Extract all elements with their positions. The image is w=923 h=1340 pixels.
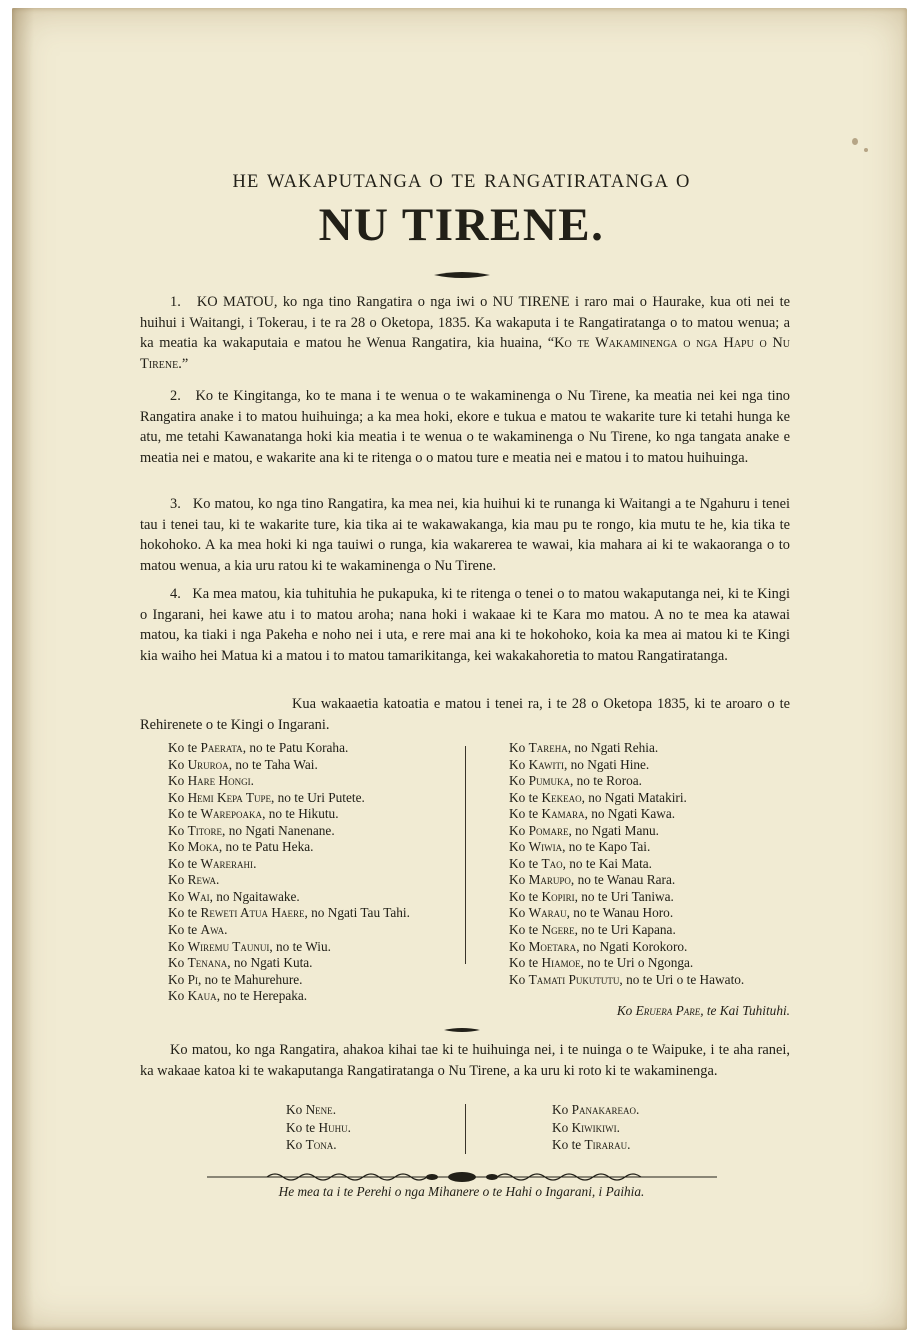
signatory-entry xyxy=(509,757,744,774)
scribe-line xyxy=(560,1003,790,1019)
signatory-entry xyxy=(168,988,410,1005)
scribe-post: , te Kai Tuhituhi. xyxy=(700,1003,790,1018)
scribe-name: Eruera Pare xyxy=(635,1003,701,1018)
signatory-entry xyxy=(168,889,410,906)
signatory-entry xyxy=(168,806,410,823)
signatory-affiliation: , no Ngati Nanenane. xyxy=(222,822,335,838)
signatory-prefix: Ko xyxy=(168,938,188,954)
signatory-entry xyxy=(168,856,410,873)
signatory-prefix: Ko xyxy=(168,872,188,888)
signatory-name: Warepoaka xyxy=(200,806,263,822)
signatory-name: Kamara xyxy=(541,806,585,822)
signatory-entry xyxy=(552,1119,639,1137)
paragraph-number: 1. xyxy=(170,294,181,310)
signatories-left-column xyxy=(168,740,410,1005)
column-divider xyxy=(465,1104,466,1154)
signatory-prefix: Ko te xyxy=(509,789,542,805)
signatory-name: Warerahi xyxy=(200,855,254,871)
signatory-prefix: Ko xyxy=(509,773,529,789)
signatory-affiliation: . xyxy=(616,1119,620,1135)
paragraph-text: Ko matou, ko nga tino Rangatira, ka mea nei, kia huihui ki te runanga ki Waitangi a te Ngahuru i tenei tau i tenei tau, ki te wakarite ture, kia tika ai te wakawakanga, kia mau pu te rongo, kia mutu te he, kia tika te hokohoko. A ka mea hoki ki nga tauiwi o runga, kia wakarerea te wawai, kia mahara ai ki te wakaoranga o to matou wenua, a kia uru ratou ki te wakaminenga o Nu Tirene. xyxy=(140,496,791,574)
signatory-affiliation: , no te Taha Wai. xyxy=(228,756,318,772)
signatory-affiliation: . xyxy=(332,1102,337,1117)
signatory-prefix: Ko xyxy=(168,756,188,772)
signatory-affiliation: , no te Wanau Horo. xyxy=(566,905,674,921)
signatory-affiliation: , no te Kapo Tai. xyxy=(562,839,651,855)
later-signatories-right xyxy=(552,1101,639,1154)
signatory-affiliation: , no te Uri o Ngonga. xyxy=(580,955,694,971)
signatories-right-column xyxy=(509,740,744,988)
signatory-prefix: Ko xyxy=(168,988,188,1004)
signatory-prefix: Ko xyxy=(552,1119,572,1135)
signatory-entry xyxy=(168,823,410,840)
signatory-affiliation: . xyxy=(333,1137,337,1152)
signatory-prefix: Ko te xyxy=(168,740,201,755)
paragraph-text: , ko nga tino Rangatira o nga iwi o NU TIRENE i raro mai o Haurake, kua oti nei te huihui i Waitangi, i Tokerau, i te ra 28 o Oketopa, 1835. Ka wakaputa i te Rangatiratanga o to matou wenua; a ka meatia ka wakaputaia e matou he Wenua Rangatira, kia huaina, “ xyxy=(140,294,790,352)
paragraph-lead: KO MATOU xyxy=(196,294,274,310)
signatory-prefix: Ko xyxy=(168,789,188,805)
signatory-prefix: Ko xyxy=(509,756,529,772)
signatory-entry xyxy=(552,1101,639,1119)
signatory-entry xyxy=(168,757,410,774)
signatory-prefix: Ko xyxy=(509,839,529,855)
signatory-entry xyxy=(509,922,744,939)
ornament-scroll-divider xyxy=(0,1171,923,1183)
signatory-affiliation: , no Ngati Kawa. xyxy=(584,806,676,822)
signatory-affiliation: , no te Patu Heka. xyxy=(218,839,314,855)
signatory-prefix: Ko te xyxy=(552,1137,585,1152)
signatory-affiliation: , no Ngati Matakiri. xyxy=(581,789,687,805)
paragraph-number: 4. xyxy=(170,586,181,602)
signatory-name: Ngere xyxy=(541,922,575,938)
signatory-name: Kiwikiwi xyxy=(571,1119,617,1135)
signatory-affiliation: , no te Mahurehure. xyxy=(197,971,303,987)
paragraph-4 xyxy=(140,584,790,666)
signatory-name: Rewa xyxy=(187,872,216,888)
signatory-name: Wiwia xyxy=(528,839,563,855)
signatory-name: Hemi Kepa Tupe xyxy=(187,789,271,805)
signatory-prefix: Ko xyxy=(168,888,188,904)
signatory-prefix: Ko xyxy=(552,1102,572,1117)
signatory-prefix: Ko xyxy=(168,773,188,789)
signatory-prefix: Ko xyxy=(509,740,529,755)
signatory-name: Awa xyxy=(200,922,225,938)
signatory-affiliation: , no te Wanau Rara. xyxy=(570,872,676,888)
signatory-affiliation: , no te Herepaka. xyxy=(216,988,308,1004)
signatory-prefix: Ko te xyxy=(509,922,542,938)
signatory-prefix: Ko xyxy=(509,872,529,888)
signatory-affiliation: , no Ngati Korokoro. xyxy=(576,938,688,954)
later-signatories-left xyxy=(286,1101,351,1154)
signatory-name: Panakareao xyxy=(571,1102,636,1117)
signatory-entry xyxy=(509,740,744,757)
signatory-affiliation: , no te Patu Koraha. xyxy=(242,740,349,755)
signatory-prefix: Ko xyxy=(509,938,529,954)
signatory-entry xyxy=(509,839,744,856)
assembly-name: Ko te Wakaminenga o nga Hapu o Nu Tirene xyxy=(140,335,790,372)
signatory-name: Huhu xyxy=(318,1119,348,1135)
scribe-pre: Ko xyxy=(616,1003,636,1018)
signatory-affiliation: . xyxy=(627,1137,631,1152)
signatory-prefix: Ko te xyxy=(509,806,542,822)
signatory-name: Tona xyxy=(305,1137,334,1152)
signatory-affiliation: , no Ngati Tau Tahi. xyxy=(304,905,410,921)
signatory-affiliation: , no te Hikutu. xyxy=(262,806,339,822)
signatory-entry xyxy=(168,905,410,922)
signatory-name: Tao xyxy=(541,855,563,871)
paragraph-2 xyxy=(140,386,790,468)
signatory-name: Kawiti xyxy=(528,756,564,772)
signatory-entry xyxy=(168,740,410,757)
signatory-affiliation: , no Ngaitawake. xyxy=(209,888,300,904)
signatory-prefix: Ko xyxy=(168,971,188,987)
signatory-name: Ururoa xyxy=(187,756,229,772)
signatory-name: Marupo xyxy=(528,872,571,888)
signatory-prefix: Ko te xyxy=(509,855,542,871)
pre-title: HE WAKAPUTANGA O TE RANGATIRATANGA O xyxy=(232,172,691,192)
signatory-name: Wai xyxy=(187,888,210,904)
signatory-name: Reweti Atua Haere xyxy=(200,905,305,921)
signatory-name: Warau xyxy=(528,905,567,921)
signatory-affiliation: , no Ngati Rehia. xyxy=(567,740,659,755)
signatory-prefix: Ko xyxy=(509,971,529,987)
signatory-affiliation: , no te Kai Mata. xyxy=(562,855,652,871)
signatory-affiliation: , no te Uri Kapana. xyxy=(574,922,676,938)
signatory-entry xyxy=(286,1136,351,1154)
signatory-prefix: Ko xyxy=(509,822,529,838)
signatory-entry xyxy=(509,773,744,790)
paragraph-number: 2. xyxy=(170,388,181,404)
signatory-prefix: Ko xyxy=(286,1102,306,1117)
ornament-divider-top xyxy=(0,271,923,279)
signatory-entry xyxy=(168,839,410,856)
signatory-prefix: Ko xyxy=(168,822,188,838)
signatory-entry xyxy=(168,773,410,790)
ornament-divider-middle xyxy=(0,1027,923,1033)
paragraph-1 xyxy=(140,292,790,374)
signatory-prefix: Ko te xyxy=(509,888,542,904)
paragraph-3 xyxy=(140,494,790,576)
signatory-affiliation: , no te Wiu. xyxy=(269,938,331,954)
signatory-prefix: Ko te xyxy=(509,955,542,971)
signatory-name: Kaua xyxy=(187,988,217,1004)
signatory-entry xyxy=(509,823,744,840)
paragraph-text: Ko te Kingitanga, ko te mana i te wenua o te wakaminenga o Nu Tirene, ka meatia nei kei nga tino Rangatira anake i to matou huihuinga; a ka mea hoki, ekore e tukua e matou te wakarite ture ki tetahi hunga ke atu, me tetahi Kawanatanga hoki kia meatia i te wenua o te wakaminenga o Nu Tirene, ko nga tangata anake e meatia nei e matou, e wakarite ana ki te ritenga o o matou ture e meatia nei e matou i to matou huihuinga. xyxy=(140,388,790,466)
signatory-entry xyxy=(168,790,410,807)
signatory-entry xyxy=(509,972,744,989)
signatory-affiliation: . xyxy=(253,855,257,871)
signatory-prefix: Ko te xyxy=(168,855,201,871)
signatory-affiliation: . xyxy=(250,773,254,789)
signatory-name: Tareha xyxy=(528,740,568,755)
signatory-entry xyxy=(509,889,744,906)
page-title: NU TIRENE. xyxy=(318,199,605,251)
signatory-prefix: Ko xyxy=(168,839,188,855)
paragraph-text: Ka mea matou, kia tuhituhia he pukapuka, ki te ritenga o tenei o to matou wakaputanga nei, ki te Kingi o Ingarani, hei kawe atu i to matou aroha; nana hoki i wakaae ki te Kara mo matou. A no te mea ka atawai matou, ka tiaki i nga Pakeha e noho nei i uta, e rere mai ana ki te hokohoko, koia ka mea ai matou ki te Kingi kia waiho hei Matua ki a matou i to matou tamarikitanga, kei wakakahoretia to matou Rangatiratanga. xyxy=(140,586,791,664)
signatory-entry xyxy=(552,1136,639,1154)
signatory-affiliation: , no te Uri Taniwa. xyxy=(574,888,674,904)
signatory-affiliation: . xyxy=(635,1102,640,1117)
signatory-name: Moka xyxy=(187,839,219,855)
signatory-name: Titore xyxy=(187,822,223,838)
signatory-entry xyxy=(509,856,744,873)
signatory-entry xyxy=(168,922,410,939)
signatory-name: Tenana xyxy=(187,955,228,971)
signatory-entry xyxy=(509,955,744,972)
signatory-prefix: Ko te xyxy=(168,905,201,921)
signatory-affiliation: , no te Uri Putete. xyxy=(271,789,365,805)
signatory-prefix: Ko te xyxy=(168,806,201,822)
signatory-name: Pumuka xyxy=(528,773,570,789)
signatory-entry xyxy=(168,872,410,889)
column-divider xyxy=(465,746,466,964)
signatory-entry xyxy=(168,972,410,989)
paragraph-number: 3. xyxy=(170,496,181,512)
signatory-name: Moetara xyxy=(528,938,577,954)
signatory-name: Pi xyxy=(187,971,198,987)
signatory-affiliation: , no te Roroa. xyxy=(569,773,642,789)
signatory-prefix: Ko xyxy=(509,905,529,921)
signatory-prefix: Ko xyxy=(286,1137,306,1152)
addendum-paragraph: Ko matou, ko nga Rangatira, ahakoa kihai tae ki te huihuinga nei, i te nuinga o te Waipuke, i te aha ranei, ka wakaae katoa ki te wakaputanga Rangatiratanga o Nu Tirene, a ka uru ki roto ki te wakaminenga. xyxy=(140,1042,790,1079)
signatory-name: Kopiri xyxy=(541,888,575,904)
signatory-entry xyxy=(286,1119,351,1137)
agreement-statement: Kua wakaaetia katoatia e matou i tenei ra, i te 28 o Oketopa 1835, ki te aroaro o te Rehirenete o te Kingi o Ingarani. xyxy=(140,696,790,733)
signatory-name: Hiamoe xyxy=(541,955,581,971)
paragraph-tail: .” xyxy=(178,355,189,372)
signatory-entry xyxy=(509,905,744,922)
signatory-entry xyxy=(286,1101,351,1119)
signatory-name: Kekeao xyxy=(541,789,582,805)
signatory-name: Nene xyxy=(305,1102,333,1117)
signatory-name: Tirarau xyxy=(584,1137,628,1152)
signatory-entry xyxy=(509,939,744,956)
signatory-name: Paerata xyxy=(200,740,243,755)
signatory-entry xyxy=(509,806,744,823)
signatory-affiliation: . xyxy=(347,1119,351,1135)
signatory-name: Pomare xyxy=(528,822,569,838)
signatory-entry xyxy=(509,872,744,889)
signatory-name: Hare Hongi xyxy=(187,773,251,789)
signatory-affiliation: . xyxy=(224,922,228,938)
signatory-affiliation: . xyxy=(215,872,220,888)
signatory-affiliation: , no Ngati Hine. xyxy=(563,756,650,772)
signatory-prefix: Ko te xyxy=(168,922,201,938)
signatory-affiliation: , no te Uri o te Hawato. xyxy=(619,971,745,987)
signatory-entry xyxy=(509,790,744,807)
signatory-name: Tamati Pukututu xyxy=(528,971,620,987)
signatory-entry xyxy=(168,939,410,956)
printer-imprint: He mea ta i te Perehi o nga Mihanere o te Hahi o Ingarani, i Paihia. xyxy=(278,1184,645,1199)
signatory-name: Wiremu Taunui xyxy=(187,938,270,954)
signatory-prefix: Ko xyxy=(168,955,188,971)
signatory-affiliation: , no Ngati Manu. xyxy=(568,822,659,838)
signatory-entry xyxy=(168,955,410,972)
signatory-affiliation: , no Ngati Kuta. xyxy=(227,955,313,971)
signatory-prefix: Ko te xyxy=(286,1119,319,1135)
